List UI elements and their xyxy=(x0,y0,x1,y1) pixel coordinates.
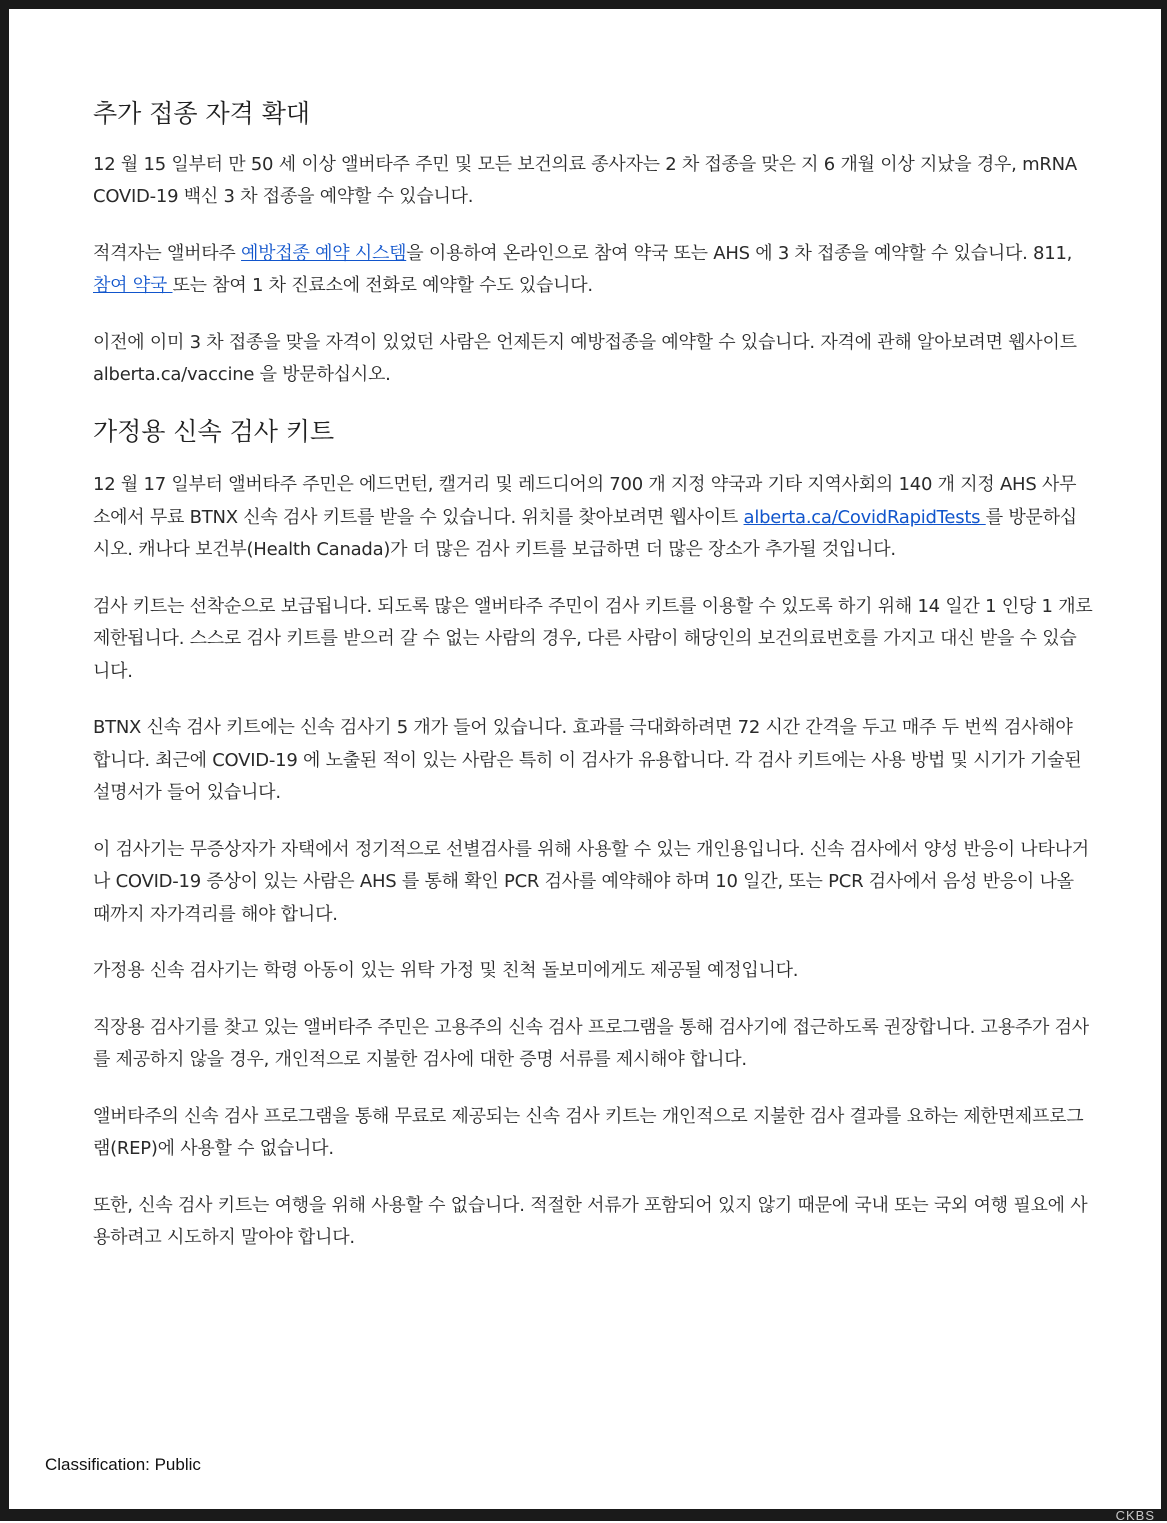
text-span: 를 방문하십시오. 캐나다 보건부(Health Canada)가 더 많은 검사 키트를 보급하면 더 많은 장소가 추가될 것입니다. xyxy=(93,506,1077,560)
text-span: 을 이용하여 온라인으로 참여 약국 또는 AHS 에 3 차 접종을 예약할 수 있습니다. 811, xyxy=(406,242,1073,264)
covid-rapid-tests-link[interactable]: alberta.ca/CovidRapidTests xyxy=(743,506,986,528)
section-heading-rapid-test: 가정용 신속 검사 키트 xyxy=(93,416,335,446)
paragraph: 또한, 신속 검사 키트는 여행을 위해 사용할 수 없습니다. 적절한 서류가 포함되어 있지 않기 때문에 국내 또는 국외 여행 필요에 사용하려고 시도하지 말아야 합니다. xyxy=(93,1194,1088,1248)
paragraph: 이전에 이미 3 차 접종을 맞을 자격이 있었던 사람은 언제든지 예방접종을 예약할 수 있습니다. 자격에 관해 알아보려면 웹사이트 alberta.ca/vaccine 을 방문하십시오. xyxy=(93,331,1077,385)
participating-pharmacy-link[interactable]: 참여 약국 xyxy=(93,275,173,296)
paragraph xyxy=(93,469,1093,567)
paragraph xyxy=(93,238,1093,303)
paragraph: 검사 키트는 선착순으로 보급됩니다. 되도록 많은 앨버타주 주민이 검사 키트를 이용할 수 있도록 하기 위해 14 일간 1 인당 1 개로 제한됩니다. 스스로 검사 키트를 받으러 갈 수 없는 사람의 경우, 다른 사람이 해당인의 보건의료번호를 가지고 대신 받을 수 있습니다. xyxy=(93,595,1093,682)
paragraph: BTNX 신속 검사 키트에는 신속 검사기 5 개가 들어 있습니다. 효과를 극대화하려면 72 시간 간격을 두고 매주 두 번씩 검사해야 합니다. 최근에 COVID-19 에 노출된 적이 있는 사람은 특히 이 검사가 유용합니다. 각 검사 키트에는 사용 방법 및 시기가 기술된 설명서가 들어 있습니다. xyxy=(93,717,1082,803)
text-span: 또는 참여 1 차 진료소에 전화로 예약할 수도 있습니다. xyxy=(172,275,593,296)
paragraph: 직장용 검사기를 찾고 있는 앨버타주 주민은 고용주의 신속 검사 프로그램을 통해 검사기에 접근하도록 권장합니다. 고용주가 검사를 제공하지 않을 경우, 개인적으로 지불한 검사에 대한 증명 서류를 제시해야 합니다. xyxy=(93,1016,1089,1070)
booking-system-link[interactable]: 예방접종 예약 시스템 xyxy=(241,242,407,264)
paragraph: 12 월 15 일부터 만 50 세 이상 앨버타주 주민 및 모든 보건의료 종사자는 2 차 접종을 맞은 지 6 개월 이상 지났을 경우, mRNA COVID-19 백신 3 차 접종을 예약할 수 있습니다. xyxy=(93,153,1077,207)
text-span: 12 월 17 일부터 앨버타주 주민은 에드먼턴, 캘거리 및 레드디어의 700 개 지정 약국과 기타 지역사회의 140 개 지정 AHS 사무소에서 무료 BTNX 신속 검사 키트를 받을 수 있습니다. 위치를 찾아보려면 웹사이트 xyxy=(93,474,1077,528)
paragraph: 이 검사기는 무증상자가 자택에서 정기적으로 선별검사를 위해 사용할 수 있는 개인용입니다. 신속 검사에서 양성 반응이 나타나거나 COVID-19 증상이 있는 사람은 AHS 를 통해 확인 PCR 검사를 예약해야 하며 10 일간, 또는 PCR 검사에서 음성 반응이 나올 때까지 자가격리를 해야 합니다. xyxy=(93,838,1089,925)
watermark-logo: CKBS xyxy=(1115,1508,1155,1523)
paragraph: 앨버타주의 신속 검사 프로그램을 통해 무료로 제공되는 신속 검사 키트는 개인적으로 지불한 검사 결과를 요하는 제한면제프로그램(REP)에 사용할 수 없습니다. xyxy=(93,1105,1084,1159)
section-heading-eligibility: 추가 접종 자격 확대 xyxy=(93,99,311,128)
document-body xyxy=(93,98,1093,1279)
text-span: 적격자는 앨버타주 xyxy=(93,242,242,264)
classification-label: Classification: Public xyxy=(45,1455,201,1474)
paragraph: 가정용 신속 검사기는 학령 아동이 있는 위탁 가정 및 친척 돌보미에게도 제공될 예정입니다. xyxy=(93,960,799,981)
